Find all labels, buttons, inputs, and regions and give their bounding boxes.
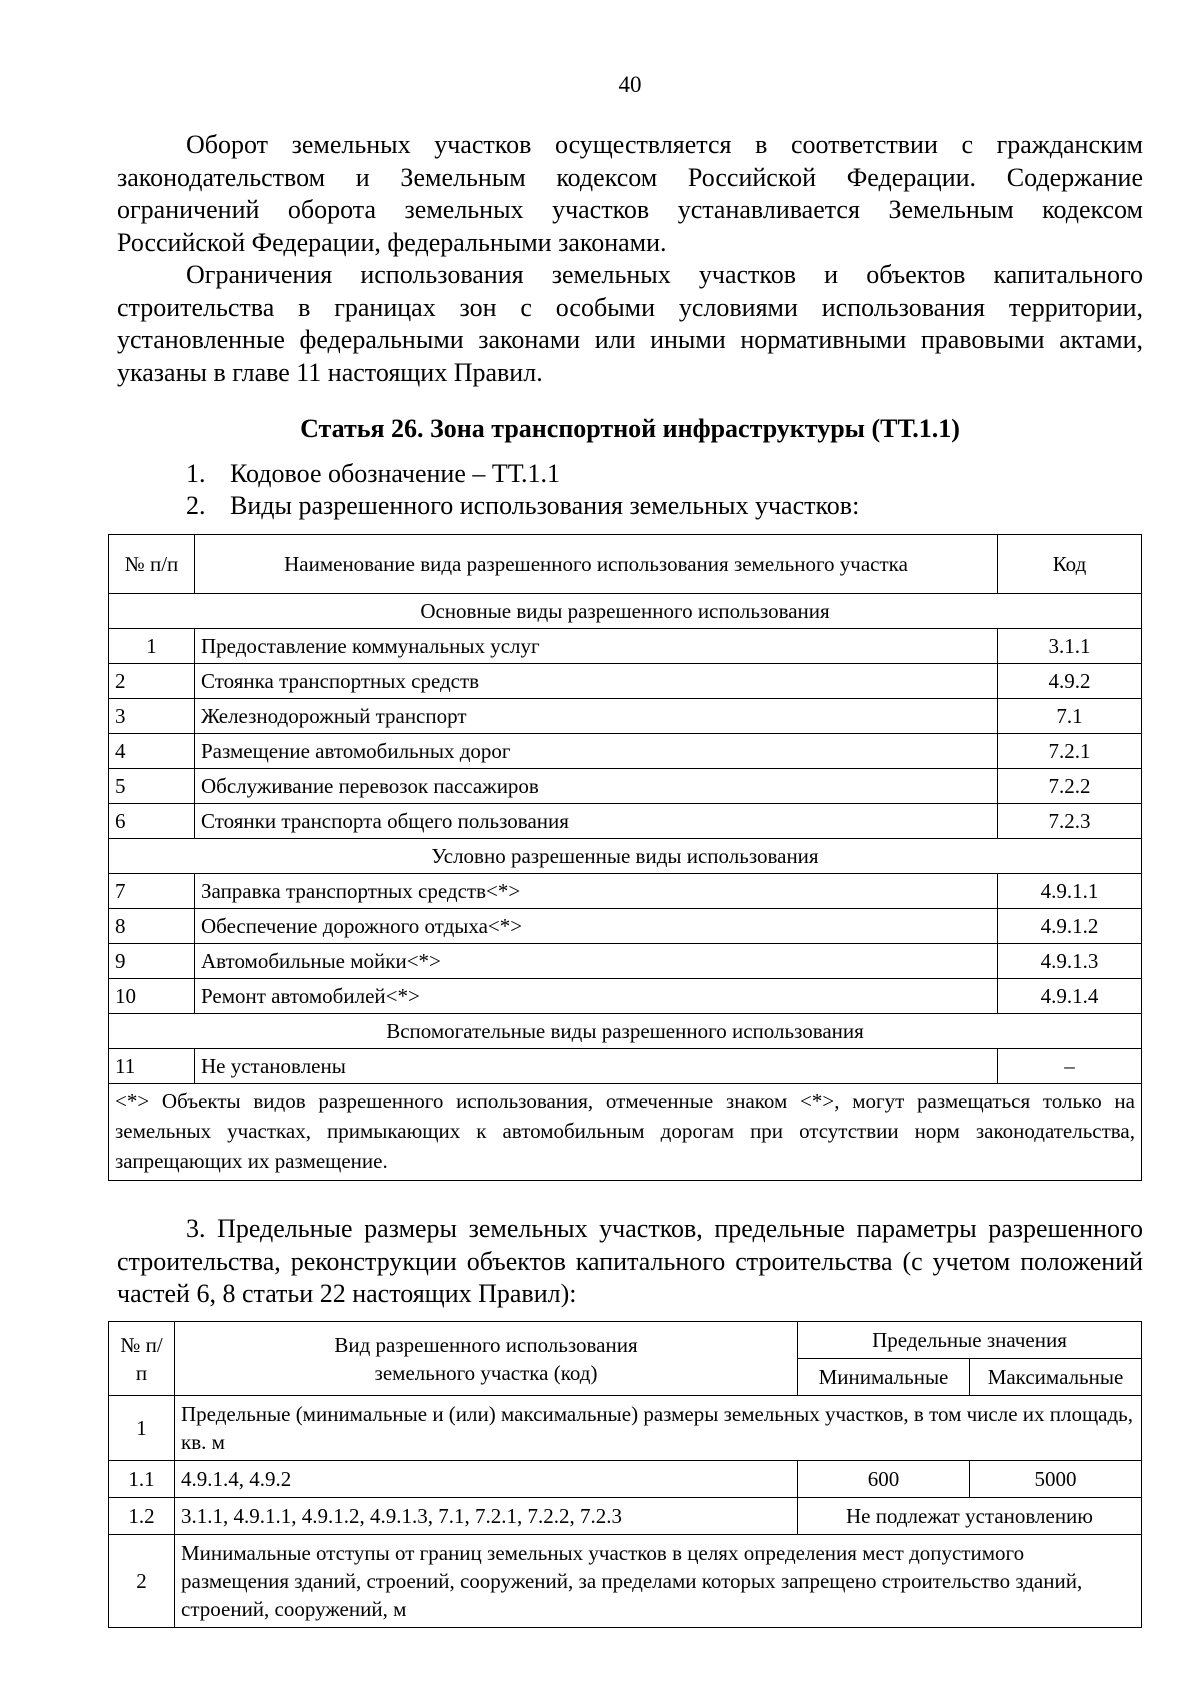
section-auxiliary-uses: Вспомогательные виды разрешенного использования	[109, 1014, 1142, 1049]
list-item-text: Виды разрешенного использования земельных участков:	[230, 491, 860, 520]
header-use-name: Наименование вида разрешенного использования земельного участка	[195, 535, 998, 594]
header-max: Максимальные	[970, 1359, 1142, 1396]
table-row	[109, 769, 1142, 804]
header-limit-values: Предельные значения	[798, 1322, 1142, 1359]
row-use-name: Ремонт автомобилей<*>	[195, 979, 998, 1014]
table-row	[109, 1049, 1142, 1084]
table-row	[109, 664, 1142, 699]
row-number: 1.2	[109, 1498, 175, 1535]
row-number: 8	[109, 909, 195, 944]
table-row	[109, 944, 1142, 979]
note-row	[109, 1084, 1142, 1181]
row-use-name: Автомобильные мойки<*>	[195, 944, 998, 979]
row-number: 4	[109, 734, 195, 769]
list-item-text: Кодовое обозначение – ТТ.1.1	[230, 459, 561, 488]
row-code: 7.1	[998, 699, 1142, 734]
row-number: 9	[109, 944, 195, 979]
row-value: Не подлежат установлению	[798, 1498, 1142, 1535]
row-use-name: Стоянки транспорта общего пользования	[195, 804, 998, 839]
header-min: Минимальные	[798, 1359, 970, 1396]
row-use-name: Обслуживание перевозок пассажиров	[195, 769, 998, 804]
row-use-name: Не установлены	[195, 1049, 998, 1084]
row-code: 3.1.1	[998, 629, 1142, 664]
limits-table	[108, 1321, 1142, 1628]
row-use-name: Обеспечение дорожного отдыха<*>	[195, 909, 998, 944]
header-number: № п/п	[109, 1322, 175, 1396]
list-item-number: 1.	[186, 459, 206, 488]
row-code: 4.9.1.2	[998, 909, 1142, 944]
paragraph-limits-intro: 3. Предельные размеры земельных участков, предельные параметры разрешенного строительства, реконструкции объектов капитального строительства (с учетом положений частей 6, 8 статьи 22 настоящих Правил):	[117, 1214, 1143, 1308]
section-row	[109, 839, 1142, 874]
table-row	[109, 1535, 1142, 1628]
paragraph-usage-restrictions: Ограничения использования земельных участков и объектов капитального строительства в границах зон с особыми условиями использования территории, установленные федеральными законами или иными нормативными правовыми актами, указаны в главе 11 настоящих Правил.	[117, 260, 1143, 387]
table-row	[109, 874, 1142, 909]
row-use-name: Размещение автомобильных дорог	[195, 734, 998, 769]
row-number: 7	[109, 874, 195, 909]
table-row	[109, 734, 1142, 769]
row-use-name: Стоянка транспортных средств	[195, 664, 998, 699]
row-codes: 4.9.1.4, 4.9.2	[175, 1461, 798, 1498]
intro-paragraphs	[117, 129, 1143, 389]
row-code: 4.9.1.3	[998, 944, 1142, 979]
row-code: 7.2.3	[998, 804, 1142, 839]
row-code: 7.2.1	[998, 734, 1142, 769]
table-header-row	[109, 1322, 1142, 1359]
list-item	[186, 490, 859, 522]
paragraph-3-block	[117, 1213, 1143, 1311]
row-max-value: 5000	[970, 1461, 1142, 1498]
row-number: 1	[109, 1396, 175, 1461]
row-number: 11	[109, 1049, 195, 1084]
permitted-uses-table	[108, 534, 1142, 1181]
row-number: 2	[109, 664, 195, 699]
table-row	[109, 699, 1142, 734]
table-row	[109, 1396, 1142, 1461]
row-number: 6	[109, 804, 195, 839]
page-number: 40	[618, 72, 642, 97]
row-codes: 3.1.1, 4.9.1.1, 4.9.1.2, 4.9.1.3, 7.1, 7.2.1, 7.2.2, 7.2.3	[175, 1498, 798, 1535]
numbered-list	[186, 458, 859, 522]
row-code: 4.9.2	[998, 664, 1142, 699]
row-description: Предельные (минимальные и (или) максимальные) размеры земельных участков, в том числе их площадь, кв. м	[175, 1396, 1142, 1461]
table-row	[109, 629, 1142, 664]
row-number: 1.1	[109, 1461, 175, 1498]
table-footnote: <*> Объекты видов разрешенного использования, отмеченные знаком <*>, могут размещаться только на земельных участках, примыкающих к автомобильным дорогам при отсутствии норм законодательства, запрещающих их размещение.	[109, 1084, 1142, 1181]
row-code: 4.9.1.4	[998, 979, 1142, 1014]
section-row	[109, 1014, 1142, 1049]
table-row	[109, 804, 1142, 839]
row-code: –	[998, 1049, 1142, 1084]
article-title: Статья 26. Зона транспортной инфраструктуры (ТТ.1.1)	[300, 414, 960, 443]
row-description: Минимальные отступы от границ земельных участков в целях определения мест допустимого размещения зданий, строений, сооружений, за пределами которых запрещено строительство зданий, строений, сооружений, м	[175, 1535, 1142, 1628]
paragraph-land-turnover: Оборот земельных участков осуществляется в соответствии с гражданским законодательством и Земельным кодексом Российской Федерации. Содержание ограничений оборота земельных участков устанавливается Земельным кодексом Российской Федерации, федеральными законами.	[117, 130, 1143, 257]
list-item	[186, 458, 859, 490]
header-code: Код	[998, 535, 1142, 594]
section-conditional-uses: Условно разрешенные виды использования	[109, 839, 1142, 874]
row-number: 2	[109, 1535, 175, 1628]
row-number: 10	[109, 979, 195, 1014]
table-row	[109, 979, 1142, 1014]
list-item-number: 2.	[186, 491, 206, 520]
row-use-name: Железнодорожный транспорт	[195, 699, 998, 734]
table-row	[109, 1498, 1142, 1535]
header-use-type: Вид разрешенного использования земельного участка (код)	[175, 1322, 798, 1396]
row-code: 7.2.2	[998, 769, 1142, 804]
table-header-row	[109, 535, 1142, 594]
row-code: 4.9.1.1	[998, 874, 1142, 909]
row-number: 3	[109, 699, 195, 734]
header-number: № п/п	[109, 535, 195, 594]
table-row	[109, 909, 1142, 944]
section-main-uses: Основные виды разрешенного использования	[109, 594, 1142, 629]
row-number: 5	[109, 769, 195, 804]
table-row	[109, 1461, 1142, 1498]
row-use-name: Заправка транспортных средств<*>	[195, 874, 998, 909]
row-number: 1	[109, 629, 195, 664]
row-use-name: Предоставление коммунальных услуг	[195, 629, 998, 664]
section-row	[109, 594, 1142, 629]
row-min-value: 600	[798, 1461, 970, 1498]
